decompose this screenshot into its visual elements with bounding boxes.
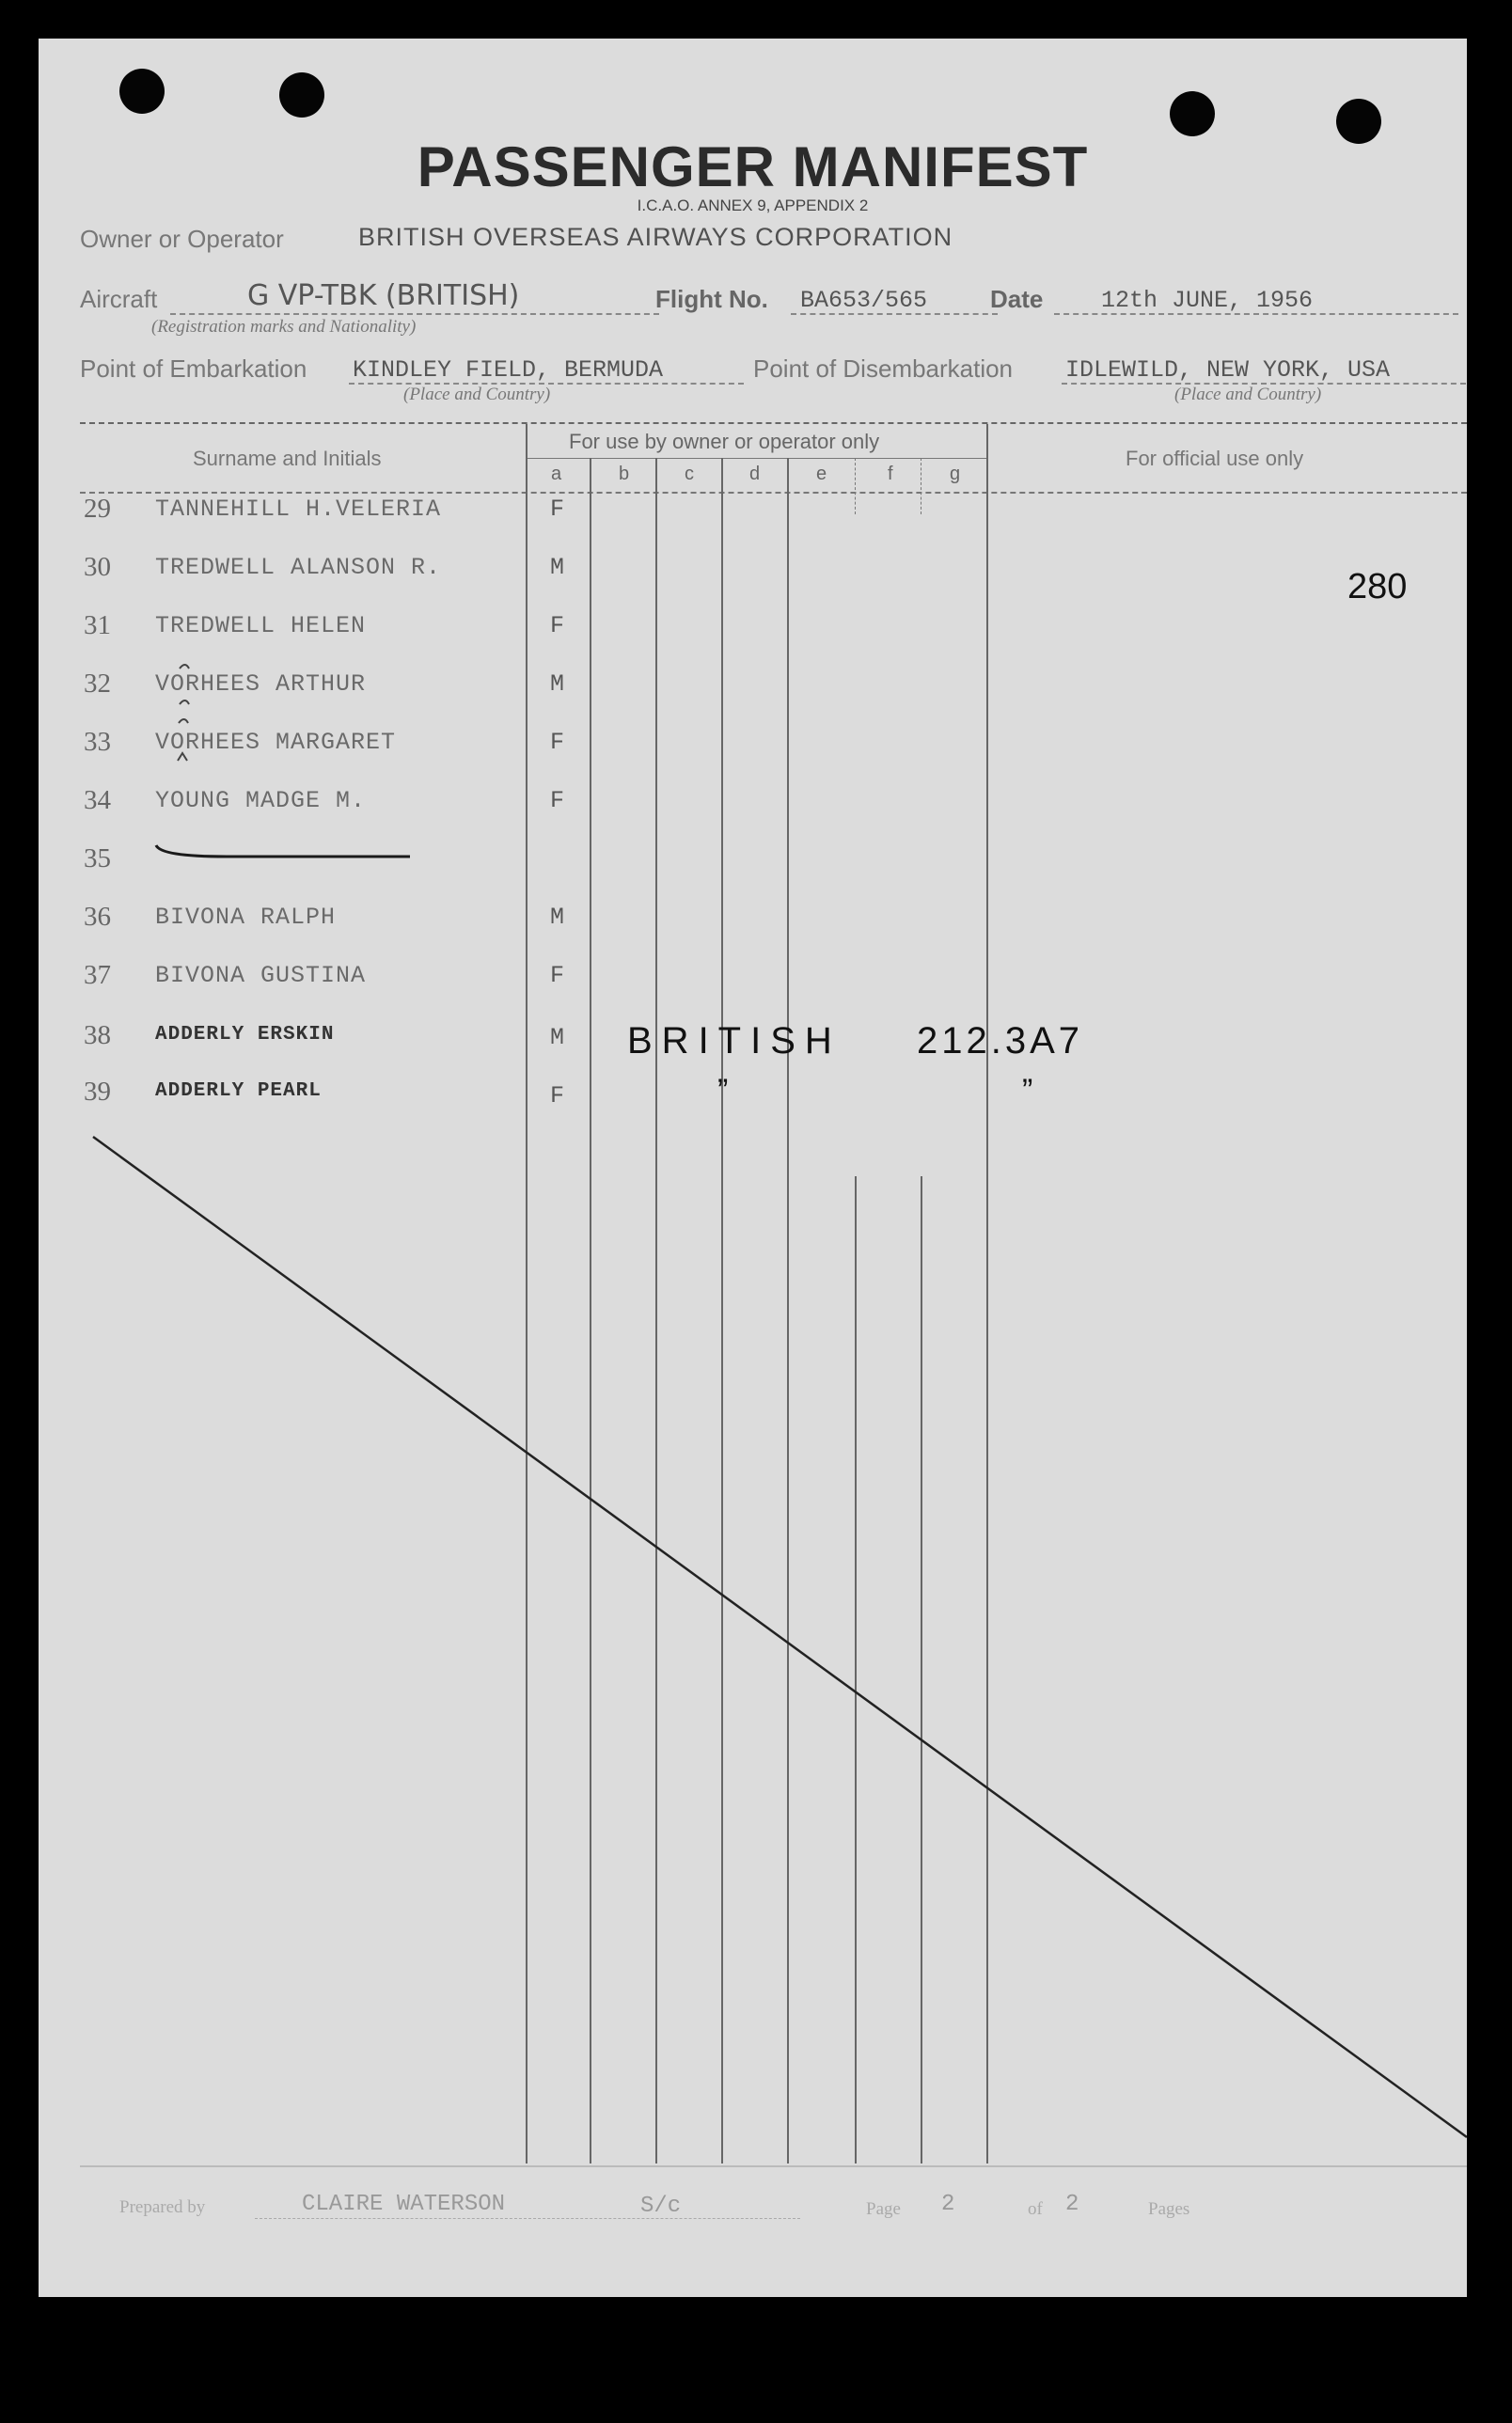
row-number: 37 bbox=[84, 960, 111, 990]
prepared-extra: S/c bbox=[640, 2194, 682, 2219]
aircraft-value: G VP-TBK (BRITISH) bbox=[247, 279, 520, 312]
passenger-name: TANNEHILL H.VELERIA bbox=[155, 496, 442, 523]
row-number: 34 bbox=[84, 785, 111, 815]
passenger-name: BIVONA GUSTINA bbox=[155, 962, 367, 989]
col-letter-a: a bbox=[551, 464, 562, 484]
ditto-mark: ” bbox=[717, 1073, 729, 1109]
embark-value: KINDLEY FIELD, BERMUDA bbox=[353, 356, 664, 384]
passenger-sex: F bbox=[550, 1082, 565, 1109]
date-value: 12th JUNE, 1956 bbox=[1101, 287, 1314, 314]
date-label: Date bbox=[990, 285, 1044, 313]
passenger-name: YOUNG MADGE M. bbox=[155, 787, 367, 814]
passenger-name: TREDWELL ALANSON R. bbox=[155, 554, 442, 581]
correction-mark bbox=[180, 665, 189, 669]
row-number: 31 bbox=[84, 610, 111, 640]
row-number: 32 bbox=[84, 669, 111, 699]
prepared-value: CLAIRE WATERSON bbox=[302, 2192, 506, 2217]
form-subtitle: I.C.A.O. ANNEX 9, APPENDIX 2 bbox=[637, 197, 869, 214]
col-letter-d: d bbox=[749, 464, 761, 484]
row-35-dash bbox=[156, 845, 410, 857]
col-letter-f: f bbox=[888, 464, 893, 484]
col-letter-b: b bbox=[619, 464, 630, 484]
footer-rule bbox=[80, 2165, 1467, 2167]
official-number: 280 bbox=[1347, 567, 1408, 606]
passenger-sex: M bbox=[550, 1024, 565, 1051]
ditto-mark: ” bbox=[1022, 1073, 1033, 1109]
passenger-name: ADDERLY ERSKIN bbox=[155, 1024, 335, 1046]
passenger-name: BIVONA RALPH bbox=[155, 904, 337, 931]
owner-use-header: For use by owner or operator only bbox=[569, 430, 880, 453]
passenger-sex: M bbox=[550, 670, 565, 698]
surname-header: Surname and Initials bbox=[193, 447, 382, 470]
passenger-name: ADDERLY PEARL bbox=[155, 1080, 322, 1102]
row-number: 33 bbox=[84, 727, 111, 757]
handwritten-nationality: BRITISH bbox=[627, 1020, 842, 1062]
page-value: 2 bbox=[941, 2192, 955, 2217]
passenger-sex: F bbox=[550, 496, 565, 523]
of-label: of bbox=[1028, 2199, 1043, 2219]
flight-label: Flight No. bbox=[655, 285, 768, 313]
disembark-label: Point of Disembarkation bbox=[753, 354, 1014, 383]
col-letter-g: g bbox=[950, 464, 961, 484]
passenger-sex: F bbox=[550, 962, 565, 989]
disembark-value: IDLEWILD, NEW YORK, USA bbox=[1065, 356, 1391, 384]
passenger-name: VORHEES ARTHUR bbox=[155, 670, 367, 698]
row-number: 38 bbox=[84, 1020, 111, 1050]
official-use-header: For official use only bbox=[1126, 447, 1304, 470]
cancel-diagonal bbox=[93, 1137, 1467, 2137]
prepared-label: Prepared by bbox=[119, 2197, 206, 2217]
row-number: 29 bbox=[84, 494, 111, 524]
col-letter-c: c bbox=[685, 464, 694, 484]
manifest-sheet bbox=[39, 39, 1467, 2297]
passenger-sex: M bbox=[550, 554, 565, 581]
col-letter-e: e bbox=[816, 464, 827, 484]
aircraft-caption: (Registration marks and Nationality) bbox=[151, 317, 417, 337]
row-number: 36 bbox=[84, 902, 111, 932]
of-value: 2 bbox=[1065, 2192, 1079, 2217]
embark-caption: (Place and Country) bbox=[403, 385, 551, 404]
passenger-sex: M bbox=[550, 904, 565, 931]
disembark-caption: (Place and Country) bbox=[1174, 385, 1322, 404]
row-number: 30 bbox=[84, 552, 111, 582]
passenger-sex: F bbox=[550, 787, 565, 814]
handwriting-marks bbox=[39, 39, 1467, 2297]
row-number: 39 bbox=[84, 1077, 111, 1107]
prepared-underline bbox=[255, 2218, 800, 2219]
aircraft-label: Aircraft bbox=[80, 285, 158, 313]
passenger-name: TREDWELL HELEN bbox=[155, 612, 367, 639]
correction-mark bbox=[178, 700, 189, 761]
owner-label: Owner or Operator bbox=[80, 225, 284, 253]
form-title: PASSENGER MANIFEST bbox=[417, 135, 1089, 198]
passenger-sex: F bbox=[550, 729, 565, 756]
flight-value: BA653/565 bbox=[800, 287, 928, 314]
row-number: 35 bbox=[84, 843, 111, 873]
page-label: Page bbox=[866, 2199, 901, 2219]
pages-label: Pages bbox=[1148, 2199, 1190, 2219]
handwritten-number: 212.3A7 bbox=[917, 1020, 1084, 1062]
owner-value: BRITISH OVERSEAS AIRWAYS CORPORATION bbox=[358, 223, 953, 251]
embark-label: Point of Embarkation bbox=[80, 354, 307, 383]
passenger-sex: F bbox=[550, 612, 565, 639]
passenger-name: VORHEES MARGARET bbox=[155, 729, 397, 756]
